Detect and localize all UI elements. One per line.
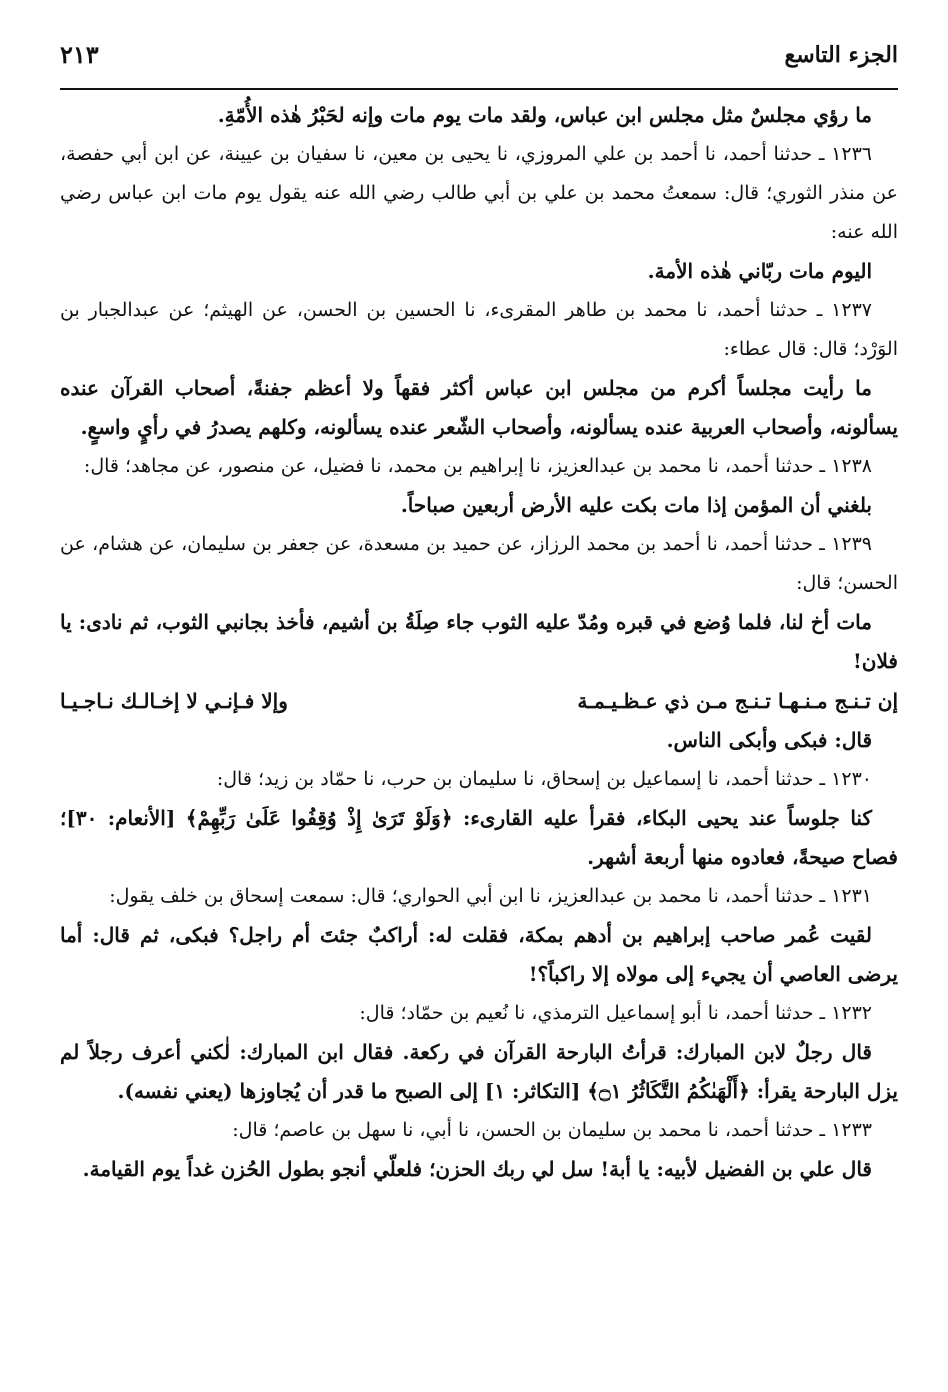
narration-paragraph: ١٢٣٣ ـ حدثنا أحمد، نا محمد بن سليمان بن الحسن، نا أبي، نا سهل بن عاصم؛ قال:	[232, 1119, 872, 1141]
verse-first-hemistich: إن تـنـج مـنـهـا تـنـج مـن ذي عـظـيـمـة	[577, 689, 898, 713]
quote-paragraph: قال علي بن الفضيل لأبيه: يا أبة! سل لي ربك الحزن؛ فلعلّي أنجو بطول الحُزن غداً يوم القيامة.	[82, 1157, 872, 1181]
quote-paragraph: ما رأيت مجلساً أكرم من مجلس ابن عباس أكثر فقهاً ولا أعظم جفنةً، أصحاب القرآن عنده يسألونه، وأصحاب العربية عنده يسألونه، وأصحاب الشّعر عنده يسألونه، وكلهم يصدرُ في رأيٍ واسعٍ.	[60, 376, 898, 439]
verse-second-hemistich: وإلا فـإنـي لا إخـالـك نـاجـيـا	[60, 689, 288, 713]
quote-paragraph: ما رؤي مجلسٌ مثل مجلس ابن عباس، ولقد مات يوم مات وإنه لحَبْرُ هٰذه الأُمّةِ.	[217, 103, 872, 127]
narration-paragraph: ١٢٣٩ ـ حدثنا أحمد، نا أحمد بن محمد الرزاز، عن حميد بن مسعدة، عن جعفر بن سليمان، عن هشام، عن الحسن؛ قال:	[60, 533, 898, 594]
quote-paragraph: قال رجلٌ لابن المبارك: قرأتُ البارحة القرآن في ركعة. فقال ابن المبارك: لٰكني أعرف رجلاً لم يزل البارحة يقرأ: ﴿أَلْهَىٰكُمُ التَّكَاثُرُ ۝١﴾ [التكاثر: ١] إلى الصبح ما قدر أن يُجاوزها (يعني نفسه).	[60, 1040, 898, 1103]
narration-paragraph: ١٢٣٦ ـ حدثنا أحمد، نا أحمد بن علي المروزي، نا يحيى بن معين، نا سفيان بن عيينة، عن ابن أبي حفصة، عن منذر الثوري؛ قال: سمعتُ محمد بن علي بن أبي طالب رضي الله عنه يقول يوم مات ابن عباس رضي الله عنه:	[60, 143, 898, 243]
narration-paragraph: ١٢٣٧ ـ حدثنا أحمد، نا محمد بن طاهر المقرىء، نا الحسين بن الحسن، عن الهيثم؛ عن عبدالجبار بن الوَرْد؛ قال: قال عطاء:	[60, 299, 898, 360]
running-title: الجزء التاسع	[784, 42, 898, 68]
narration-paragraph: ١٢٣٠ ـ حدثنا أحمد، نا إسماعيل بن إسحاق، نا سليمان بن حرب، نا حمّاد بن زيد؛ قال:	[216, 768, 872, 790]
poetry-verse	[60, 681, 898, 721]
quote-paragraph: بلغني أن المؤمن إذا مات بكت عليه الأرض أربعين صباحاً.	[400, 493, 872, 517]
quote-paragraph: قال: فبكى وأبكى الناس.	[666, 728, 872, 752]
page-number: ٢١٣	[60, 40, 99, 69]
narration-paragraph: ١٢٣٨ ـ حدثنا أحمد، نا محمد بن عبدالعزيز، نا إبراهيم بن محمد، نا فضيل، عن منصور، عن مجاهد؛ قال:	[83, 455, 872, 477]
page-body	[60, 96, 898, 1352]
quote-paragraph: كنا جلوساً عند يحيى البكاء، فقرأ عليه القارىء: ﴿وَلَوْ تَرَىٰ إِذْ وُقِفُوا عَلَىٰ رَبِّهِمْ﴾ [الأنعام: ٣٠]؛ فصاح صيحةً، فعادوه منها أربعة أشهر.	[60, 806, 898, 869]
page-header	[60, 34, 898, 90]
paragraph-group-before	[60, 96, 898, 681]
quote-paragraph: لقيت عُمر صاحب إبراهيم بن أدهم بمكة، فقلت له: أراكبٌ جئتَ أم راجل؟ فبكى، ثم قال: أما يرضى العاصي أن يجيء إلى مولاه إلا راكباً؟!	[60, 923, 898, 986]
narration-paragraph: ١٢٣٢ ـ حدثنا أحمد، نا أبو إسماعيل الترمذي، نا نُعيم بن حمّاد؛ قال:	[359, 1002, 872, 1024]
narration-paragraph: ١٢٣١ ـ حدثنا أحمد، نا محمد بن عبدالعزيز، نا ابن أبي الحواري؛ قال: سمعت إسحاق بن خلف يقول:	[109, 885, 872, 907]
quote-paragraph: مات أخ لنا، فلما وُضع في قبره ومُدّ عليه الثوب جاء صِلَةُ بن أشيم، فأخذ بجانبي الثوب، ثم نادى: يا فلان!	[60, 610, 898, 673]
quote-paragraph: اليوم مات ربّاني هٰذه الأمة.	[647, 259, 872, 283]
paragraph-group-after	[60, 721, 898, 1189]
